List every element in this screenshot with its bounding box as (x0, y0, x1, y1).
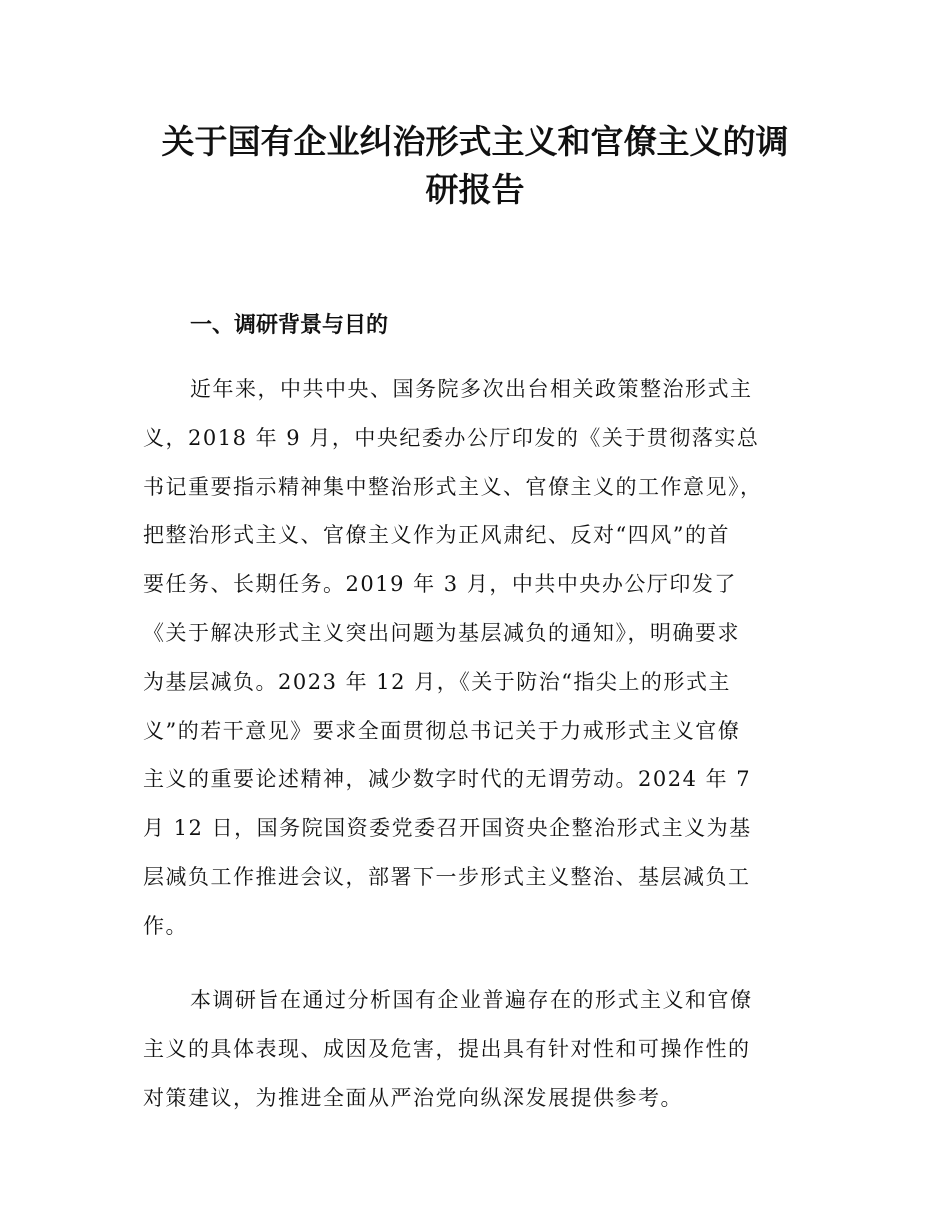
paragraph-line: 《关于解决形式主义突出问题为基层减负的通知》，明确要求 (143, 620, 740, 645)
paragraph-line: 层减负工作推进会议，部署下一步形式主义整治、基层减负工 (143, 864, 751, 889)
paragraph-line: 把整治形式主义、官僚主义作为正风肃纪、反对“四风”的首 (143, 523, 730, 548)
paragraph-line: 近年来，中共中央、国务院多次出台相关政策整治形式主 (190, 377, 753, 401)
paragraph-line: 义”的若干意见》要求全面贯彻总书记关于力戒形式主义官僚 (143, 718, 741, 743)
paragraph-line: 要任务、长期任务。2019 年 3 月，中共中央办公厅印发了 (143, 572, 737, 597)
paragraph-line: 作。 (143, 913, 188, 938)
paragraph-line: 主义的具体表现、成因及危害，提出具有针对性和可操作性的 (143, 1036, 751, 1061)
paragraph-line: 本调研旨在通过分析国有企业普遍存在的形式主义和官僚 (190, 988, 753, 1012)
paragraph-line: 为基层减负。2023 年 12 月，《关于防治“指尖上的形式主 (143, 669, 731, 694)
paragraph-line: 主义的重要论述精神，减少数字时代的无谓劳动。2024 年 7 (143, 767, 752, 792)
paragraph-line: 月 12 日，国务院国资委党委召开国资央企整治形式主义为基 (143, 816, 752, 841)
paragraph-line: 对策建议，为推进全面从严治党向纵深发展提供参考。 (143, 1085, 683, 1110)
title-line-1: 关于国有企业纠治形式主义和官僚主义的调 (161, 122, 789, 161)
paragraph-background (143, 365, 843, 951)
section-heading: 一、调研背景与目的 (190, 313, 389, 338)
paragraph-purpose (143, 976, 843, 1122)
paragraph-line: 书记重要指示精神集中整治形式主义、官僚主义的工作意见》， (143, 474, 763, 499)
title-line-2: 研报告 (425, 170, 525, 209)
document-title (120, 118, 830, 214)
paragraph-line: 义，2018 年 9 月，中央纪委办公厅印发的《关于贯彻落实总 (143, 425, 760, 450)
